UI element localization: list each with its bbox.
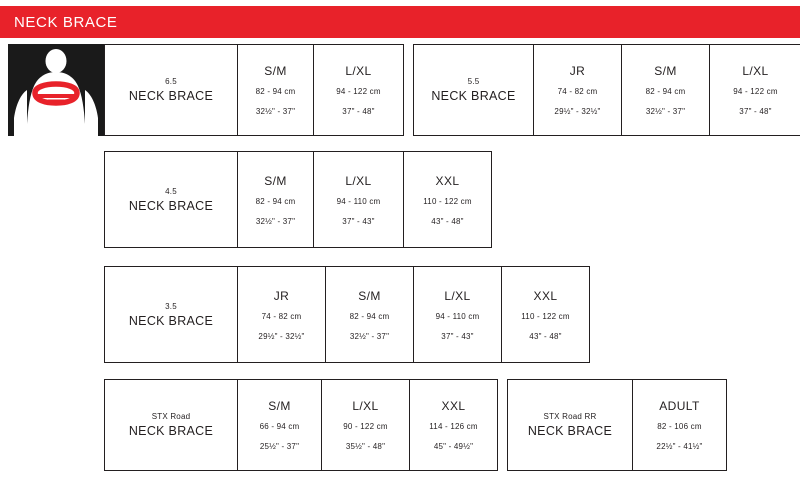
size-cm: 74 - 82 cm <box>261 311 302 321</box>
size-column <box>533 45 621 135</box>
size-column <box>501 267 589 362</box>
model-label: NECK BRACE <box>431 89 516 103</box>
size-cm: 82 - 94 cm <box>349 311 390 321</box>
size-cm: 66 - 94 cm <box>259 422 300 431</box>
model-label: NECK BRACE <box>128 89 214 103</box>
size-name: JR <box>273 288 290 303</box>
table-row <box>413 44 800 136</box>
size-in: 32½" - 37" <box>645 107 686 116</box>
size-name: L/XL <box>345 173 372 188</box>
size-column <box>403 152 491 247</box>
size-column <box>237 45 313 135</box>
size-in: 45" - 49½" <box>433 442 474 451</box>
size-name: L/XL <box>742 64 769 78</box>
model-name-cell <box>508 380 632 470</box>
model-number: 6.5 <box>165 77 177 86</box>
size-column <box>313 152 403 247</box>
size-cm: 82 - 106 cm <box>657 422 702 431</box>
size-in: 37" - 48" <box>342 107 375 116</box>
model-number: STX Road RR <box>543 412 597 421</box>
torso-illustration-svg <box>8 44 104 136</box>
size-column <box>313 45 403 135</box>
size-in: 32½" - 37" <box>349 331 390 341</box>
size-in: 35½" - 48" <box>345 442 386 451</box>
size-column <box>237 152 313 247</box>
size-cm: 94 - 122 cm <box>336 87 381 96</box>
model-number: 5.5 <box>467 77 480 86</box>
chart-row-4 <box>104 379 727 471</box>
size-column <box>709 45 800 135</box>
size-cm: 82 - 94 cm <box>255 87 296 96</box>
size-in: 22½" - 41½" <box>656 442 703 451</box>
size-column <box>325 267 413 362</box>
size-cm: 74 - 82 cm <box>557 87 598 96</box>
chart-row-2 <box>104 151 492 248</box>
chart-row-1 <box>104 44 800 136</box>
size-cm: 82 - 94 cm <box>645 87 686 96</box>
size-cm: 82 - 94 cm <box>255 196 296 206</box>
model-label: NECK BRACE <box>128 313 214 328</box>
model-label: NECK BRACE <box>128 424 214 438</box>
model-name-cell <box>105 152 237 247</box>
size-name: XXL <box>435 173 460 188</box>
size-in: 37" - 43" <box>441 331 474 341</box>
size-cm: 94 - 110 cm <box>336 196 381 206</box>
table-row <box>104 44 404 136</box>
size-name: S/M <box>264 173 287 188</box>
size-column <box>413 267 501 362</box>
size-name: S/M <box>358 288 381 303</box>
size-in: 43" - 48" <box>431 216 464 226</box>
size-in: 43" - 48" <box>529 331 562 341</box>
size-cm: 94 - 122 cm <box>733 87 778 96</box>
size-column <box>621 45 709 135</box>
size-column <box>409 380 497 470</box>
size-in: 32½" - 37" <box>255 216 296 226</box>
size-in: 37" - 43" <box>342 216 375 226</box>
size-name: XXL <box>533 288 558 303</box>
neck-brace-torso-icon <box>8 44 104 136</box>
chart-row-3 <box>104 266 590 363</box>
model-number: 3.5 <box>165 301 177 311</box>
size-in: 29½" - 32½" <box>258 331 305 341</box>
table-row <box>104 379 498 471</box>
size-name: XXL <box>441 399 466 413</box>
size-name: S/M <box>654 64 677 78</box>
size-column <box>237 267 325 362</box>
size-name: JR <box>569 64 586 78</box>
header-bar <box>0 6 800 38</box>
size-cm: 90 - 122 cm <box>343 422 388 431</box>
size-in: 37" - 48" <box>739 107 772 116</box>
size-in: 29½" - 32½" <box>554 107 601 116</box>
size-in: 32½" - 37" <box>255 107 296 116</box>
size-name: L/XL <box>444 288 471 303</box>
size-cm: 114 - 126 cm <box>429 422 478 431</box>
table-row <box>104 266 590 363</box>
size-name: S/M <box>264 64 287 78</box>
model-number: STX Road <box>151 412 191 421</box>
size-name: L/XL <box>345 64 372 78</box>
model-name-cell <box>105 267 237 362</box>
page-title: NECK BRACE <box>14 13 118 31</box>
size-column <box>237 380 321 470</box>
model-label: NECK BRACE <box>527 424 613 438</box>
size-name: L/XL <box>352 399 379 413</box>
size-column <box>321 380 409 470</box>
size-cm: 110 - 122 cm <box>423 196 472 206</box>
model-name-cell <box>414 45 533 135</box>
model-label: NECK BRACE <box>128 198 214 213</box>
table-row <box>507 379 727 471</box>
model-number: 4.5 <box>165 186 177 196</box>
table-row <box>104 151 492 248</box>
model-name-cell <box>105 380 237 470</box>
size-in: 25½" - 37" <box>259 442 300 451</box>
size-name: S/M <box>268 399 291 413</box>
size-name: ADULT <box>659 399 700 413</box>
size-cm: 110 - 122 cm <box>521 311 570 321</box>
size-cm: 94 - 110 cm <box>435 311 480 321</box>
model-name-cell <box>105 45 237 135</box>
size-column <box>632 380 726 470</box>
